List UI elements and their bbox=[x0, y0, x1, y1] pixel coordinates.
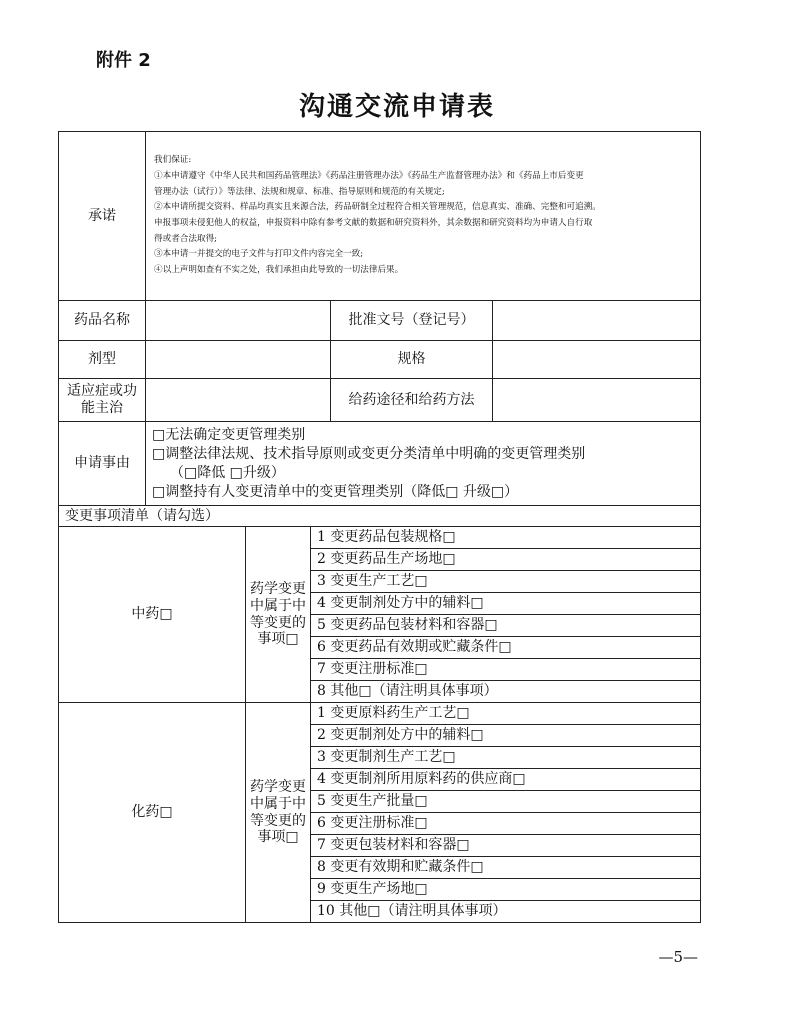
tcm-item-3[interactable]: 3 变更生产工艺□ bbox=[311, 571, 701, 593]
dosage-form-label: 剂型 bbox=[59, 341, 146, 379]
reason-option-undetermined[interactable]: □无法确定变更管理类别 bbox=[152, 426, 306, 443]
pledge-line: ③本申请一并提交的电子文件与打印文件内容完全一致; bbox=[154, 249, 364, 260]
approval-no-label: 批准文号（登记号） bbox=[331, 301, 493, 341]
chem-item-1[interactable]: 1 变更原料药生产工艺□ bbox=[311, 703, 701, 725]
tcm-item-4[interactable]: 4 变更制剂处方中的辅料□ bbox=[311, 593, 701, 615]
pledge-line: 申报事项未侵犯他人的权益，申报资料中除有参考文献的数据和研究资料外，其余数据和研究资料均为申请人自行取 bbox=[154, 218, 593, 228]
pledge-line: 我们保证: bbox=[154, 155, 192, 166]
tcm-subcategory-label: 药学变更中属于中等变更的事项□ bbox=[250, 580, 306, 648]
drug-name-label: 药品名称 bbox=[59, 301, 146, 341]
tcm-item-6[interactable]: 6 变更药品有效期或贮藏条件□ bbox=[311, 637, 701, 659]
chem-subcategory-checkbox[interactable] bbox=[246, 703, 311, 923]
chem-category-checkbox[interactable]: 化药□ bbox=[59, 703, 246, 923]
application-form bbox=[58, 131, 701, 923]
pledge-line: 得或者合法取得; bbox=[154, 233, 218, 244]
pledge-line: ④以上声明如查有不实之处，我们承担由此导致的一切法律后果。 bbox=[154, 265, 404, 276]
tcm-item-2[interactable]: 2 变更药品生产场地□ bbox=[311, 549, 701, 571]
route-field[interactable] bbox=[493, 379, 701, 422]
indication-field[interactable] bbox=[146, 379, 331, 422]
reason-label: 申请事由 bbox=[59, 422, 146, 506]
tcm-item-1[interactable]: 1 变更药品包装规格□ bbox=[311, 527, 701, 549]
pledge-line: ①本申请遵守《中华人民共和国药品管理法》《药品注册管理办法》《药品生产监督管理办法》和《药品上市后变更 bbox=[154, 170, 584, 181]
pledge-line: 管理办法（试行）》等法律、法规和规章、标准、指导原则和规范的有关规定; bbox=[154, 186, 445, 197]
form-title: 沟通交流申请表 bbox=[298, 92, 495, 122]
approval-no-field[interactable] bbox=[493, 301, 701, 341]
chem-item-7[interactable]: 7 变更包装材料和容器□ bbox=[311, 835, 701, 857]
chem-item-3[interactable]: 3 变更制剂生产工艺□ bbox=[311, 747, 701, 769]
checklist-header: 变更事项清单（请勾选） bbox=[59, 506, 701, 527]
route-label: 给药途径和给药方法 bbox=[331, 379, 493, 422]
indication-label: 适应症或功能主治 bbox=[59, 379, 146, 422]
tcm-subcategory-checkbox[interactable] bbox=[246, 527, 311, 703]
tcm-category-checkbox[interactable]: 中药□ bbox=[59, 527, 246, 703]
pledge-line: ②本申请所提交资料、样品均真实且来源合法，药品研制全过程符合相关管理规范，信息真实、准确、完整和可追溯。 bbox=[154, 202, 601, 213]
chem-item-4[interactable]: 4 变更制剂所用原料药的供应商□ bbox=[311, 769, 701, 791]
reason-option-adjust-holder[interactable]: □调整持有人变更清单中的变更管理类别（降低□ 升级□） bbox=[152, 483, 519, 500]
reason-option-adjust-regulation[interactable]: □调整法律法规、技术指导原则或变更分类清单中明确的变更管理类别 bbox=[152, 445, 586, 462]
page-number: —5— bbox=[658, 948, 698, 966]
reason-option-direction[interactable]: （□降低 □升级） bbox=[170, 464, 285, 481]
spec-field[interactable] bbox=[493, 341, 701, 379]
drug-name-field[interactable] bbox=[146, 301, 331, 341]
chem-item-5[interactable]: 5 变更生产批量□ bbox=[311, 791, 701, 813]
tcm-item-5[interactable]: 5 变更药品包装材料和容器□ bbox=[311, 615, 701, 637]
chem-item-9[interactable]: 9 变更生产场地□ bbox=[311, 879, 701, 901]
tcm-item-8[interactable]: 8 其他□（请注明具体事项） bbox=[311, 681, 701, 703]
chem-item-2[interactable]: 2 变更制剂处方中的辅料□ bbox=[311, 725, 701, 747]
chem-item-6[interactable]: 6 变更注册标准□ bbox=[311, 813, 701, 835]
dosage-form-field[interactable] bbox=[146, 341, 331, 379]
reason-options bbox=[146, 422, 701, 506]
attachment-label: 附件 2 bbox=[96, 50, 151, 71]
chem-item-8[interactable]: 8 变更有效期和贮藏条件□ bbox=[311, 857, 701, 879]
chem-subcategory-label: 药学变更中属于中等变更的事项□ bbox=[250, 778, 306, 846]
spec-label: 规格 bbox=[331, 341, 493, 379]
pledge-content bbox=[146, 132, 701, 301]
chem-item-10[interactable]: 10 其他□（请注明具体事项） bbox=[311, 901, 701, 923]
tcm-item-7[interactable]: 7 变更注册标准□ bbox=[311, 659, 701, 681]
pledge-label: 承诺 bbox=[59, 132, 146, 301]
